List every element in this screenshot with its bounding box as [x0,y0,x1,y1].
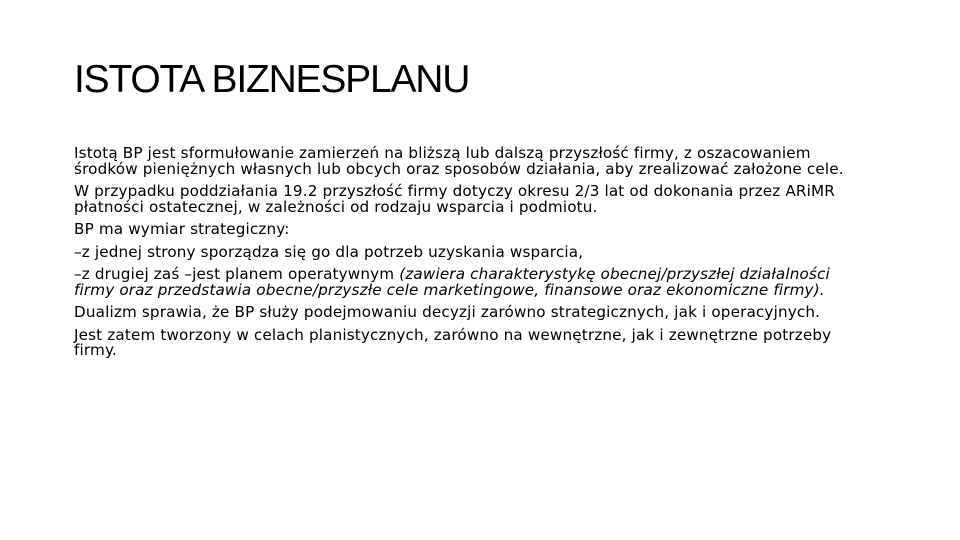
paragraph-text: Dualizm sprawia, że BP służy podejmowaniu decyzji zarówno strategicznych, jak i operacyjnych. [74,303,821,321]
paragraph-text: Istotą BP jest sformułowanie zamierzeń na bliższą lub dalszą przyszłość firmy, z oszacowaniem środków pieniężnych własnych lub obcych oraz sposobów działania, aby zrealizować założone cele. [74,144,844,178]
paragraph-definition [74,146,874,177]
paragraph-text: Jest zatem tworzony w celach planistycznych, zarówno na wewnętrzne, jak i zewnętrzne potrzeby firmy. [74,325,832,359]
paragraph-dualism [74,305,874,321]
paragraph-strategic [74,222,874,238]
paragraph-period [74,184,874,215]
paragraph-text: –z jednej strony sporządza się go dla potrzeb uzyskania wsparcia, [74,242,584,261]
paragraph-text: –z drugiej zaś –jest planem operatywnym [74,265,400,283]
paragraph-text: BP ma wymiar strategiczny: [74,220,290,238]
paragraph-italic-text: (zawiera charakterystykę obecnej/przyszłej działalności firmy oraz przedstawia obecne/przyszłe cele marketingowe, finansowe oraz ekonomiczne firmy). [74,265,830,299]
paragraph-text: W przypadku poddziałania 19.2 przyszłość firmy dotyczy okresu 2/3 lat od dokonania przez ARiMR płatności ostatecznej, w zależności od rodzaju wsparcia i podmiotu. [74,182,835,216]
paragraph-first-side [74,242,874,261]
slide-body [74,146,874,366]
paragraph-purpose [74,325,874,359]
slide-title: ISTOTA BIZNESPLANU [74,58,470,101]
paragraph-second-side [74,267,874,298]
